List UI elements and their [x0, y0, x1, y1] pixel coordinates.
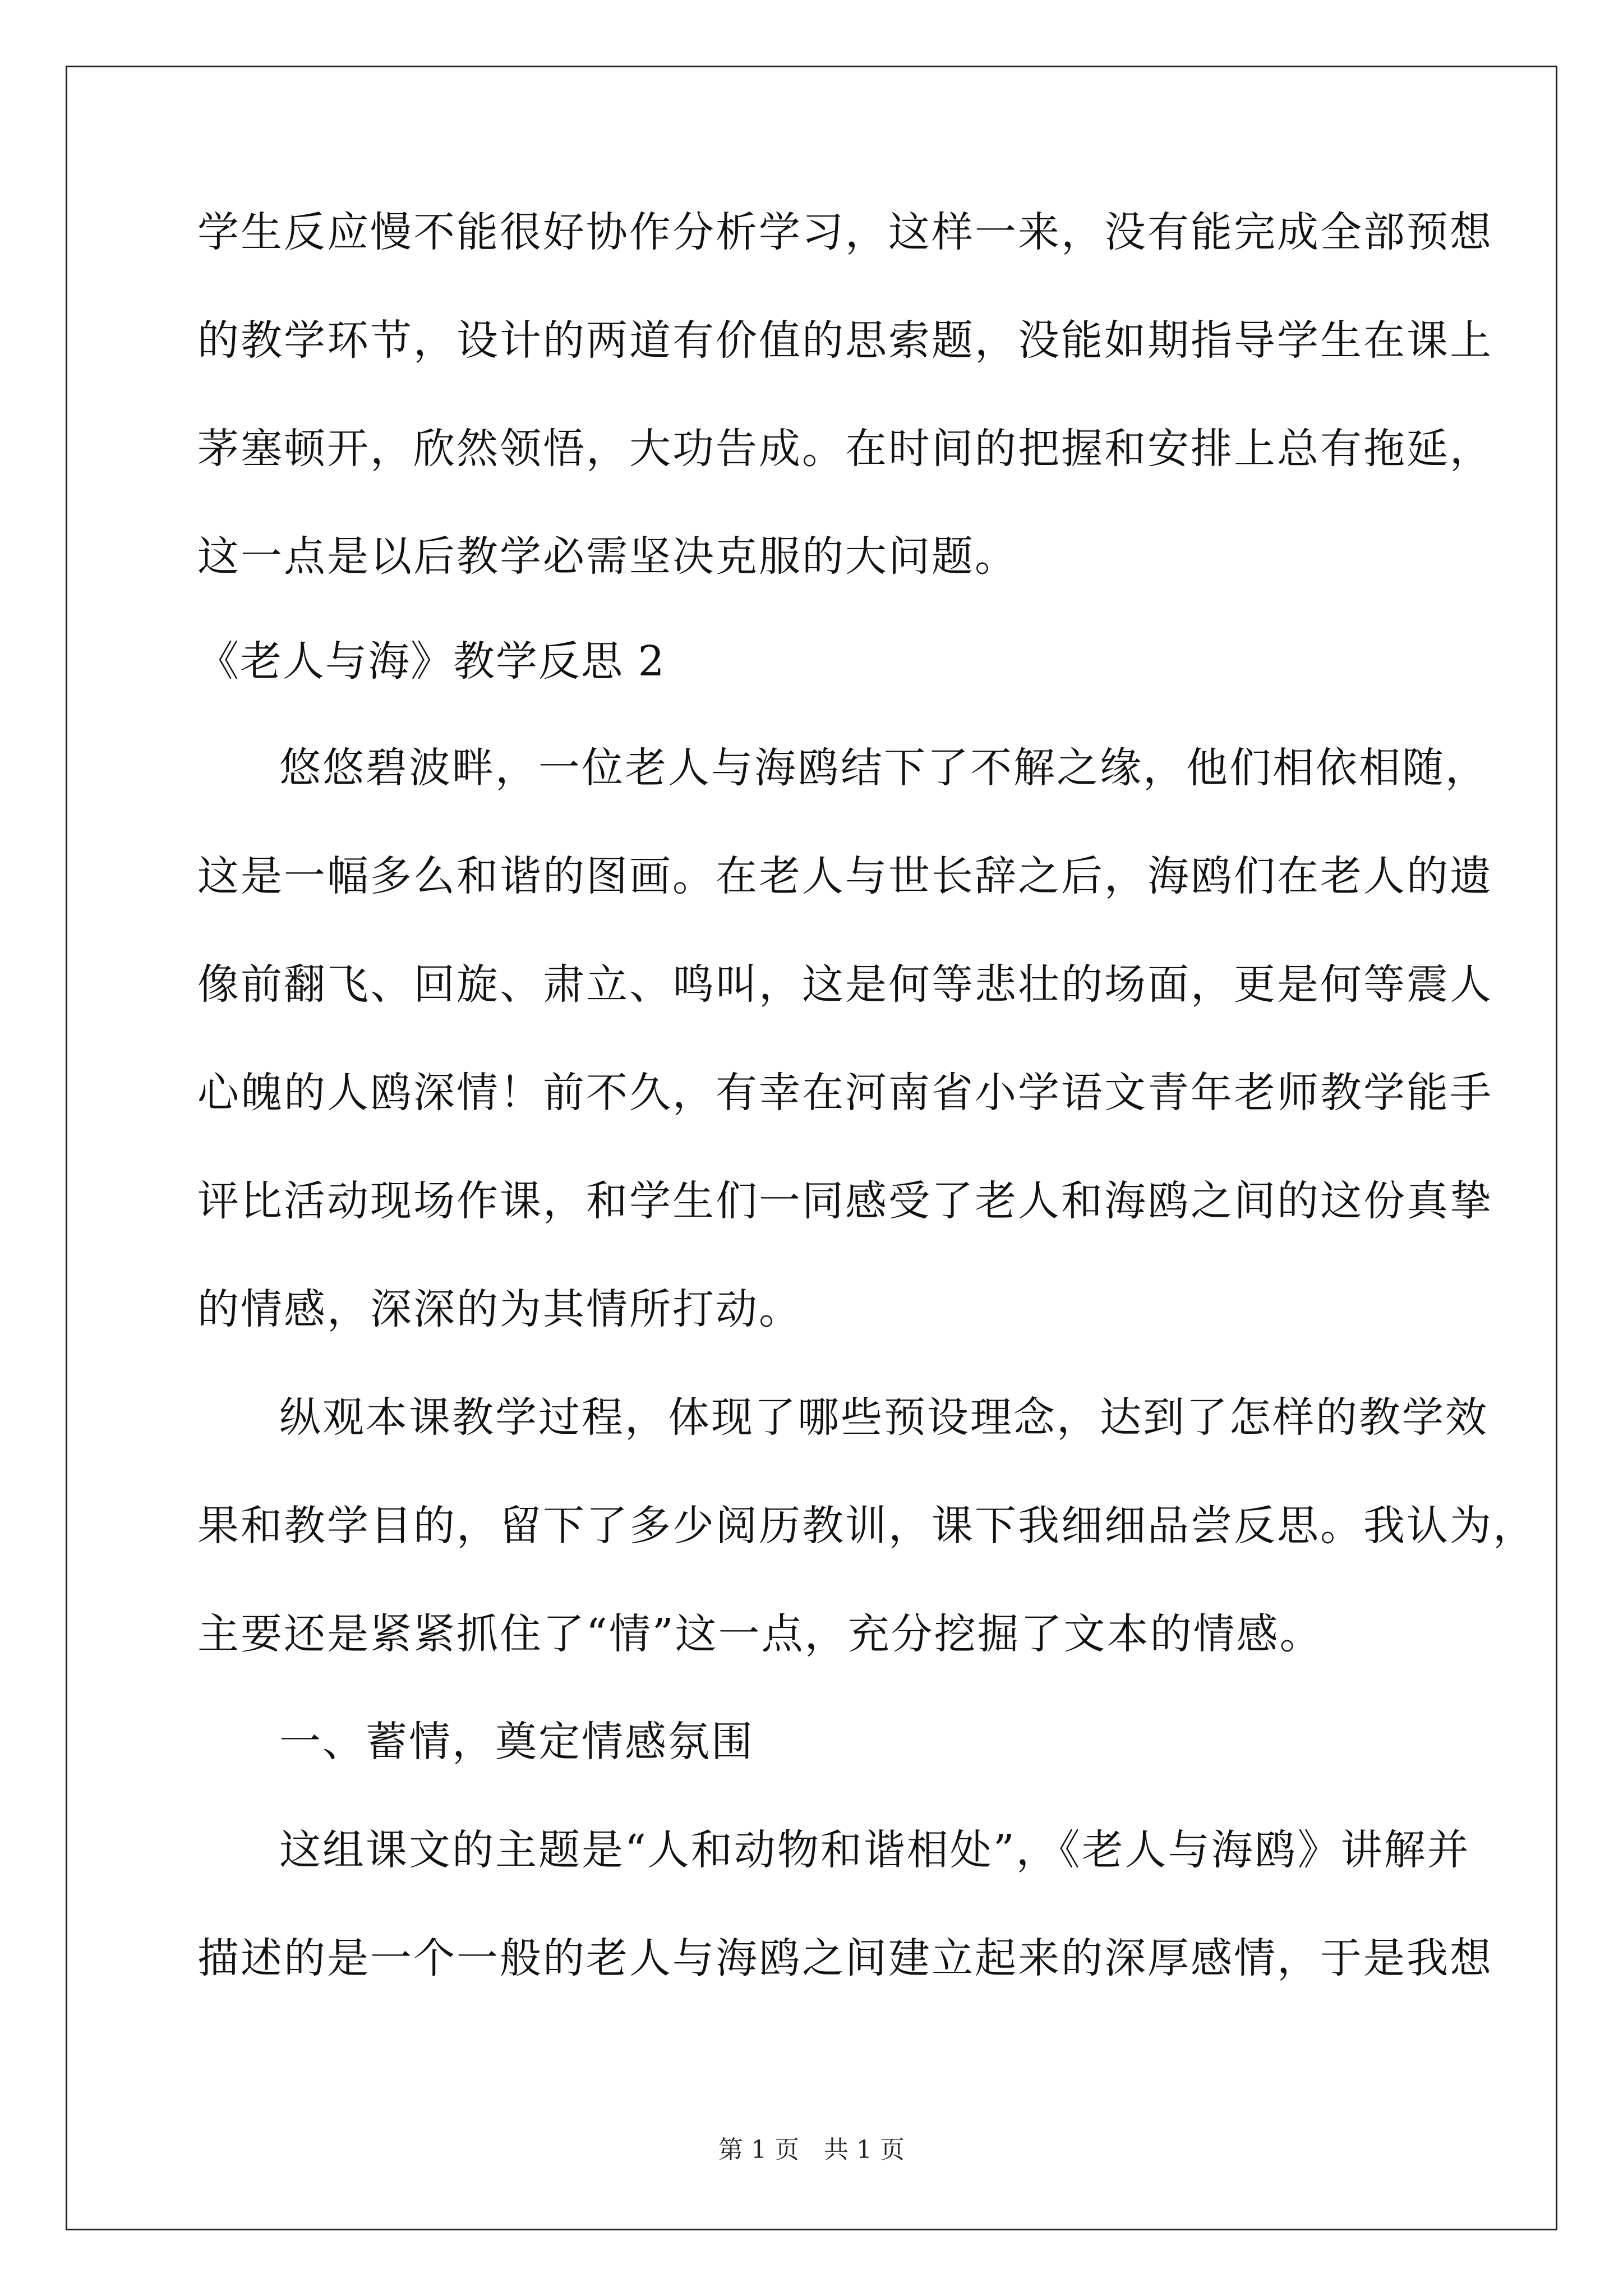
paragraph-first-line: 纵观本课教学过程，体现了哪些预设理念，达到了怎样的教学效: [279, 1393, 1488, 1442]
text-line: 像前翻飞、回旋、肃立、鸣叫，这是何等悲壮的场面，更是何等震人: [197, 960, 1493, 1009]
text-line: 学生反应慢不能很好协作分析学习，这样一来，没有能完成全部预想: [197, 208, 1493, 256]
text-line: 的情感，深深的为其情所打动。: [197, 1285, 802, 1333]
text-line: 描述的是一个一般的老人与海鸥之间建立起来的深厚感情，于是我想: [197, 1934, 1493, 1982]
text-line: 评比活动现场作课，和学生们一同感受了老人和海鸥之间的这份真挚: [197, 1177, 1493, 1225]
section-heading: 《老人与海》教学反思 2: [197, 637, 666, 685]
subheading: 一、蓄情，奠定情感氛围: [279, 1718, 754, 1766]
text-line: 的教学环节，设计的两道有价值的思索题，没能如期指导学生在课上: [197, 316, 1493, 365]
text-line: 这是一幅多么和谐的图画。在老人与世长辞之后，海鸥们在老人的遗: [197, 852, 1493, 900]
text-line: 心魄的人鸥深情！前不久，有幸在河南省小学语文青年老师教学能手: [197, 1069, 1493, 1117]
page-footer: 第 1 页 共 1 页: [718, 2136, 905, 2164]
text-line: 这一点是以后教学必需坚决克服的大问题。: [197, 532, 1018, 581]
text-line: 茅塞顿开，欣然领悟，大功告成。在时间的把握和安排上总有拖延，: [197, 425, 1493, 473]
text-line: 主要还是紧紧抓住了“情”这一点，充分挖掘了文本的情感。: [197, 1610, 1323, 1658]
paragraph-first-line: 这组课文的主题是“人和动物和谐相处”，《老人与海鸥》讲解并: [279, 1826, 1470, 1874]
page-border: [66, 66, 1557, 2230]
paragraph-first-line: 悠悠碧波畔，一位老人与海鸥结下了不解之缘，他们相依相随，: [279, 744, 1488, 792]
text-line: 果和教学目的，留下了多少阅历教训，课下我细细品尝反思。我认为，: [197, 1502, 1536, 1550]
